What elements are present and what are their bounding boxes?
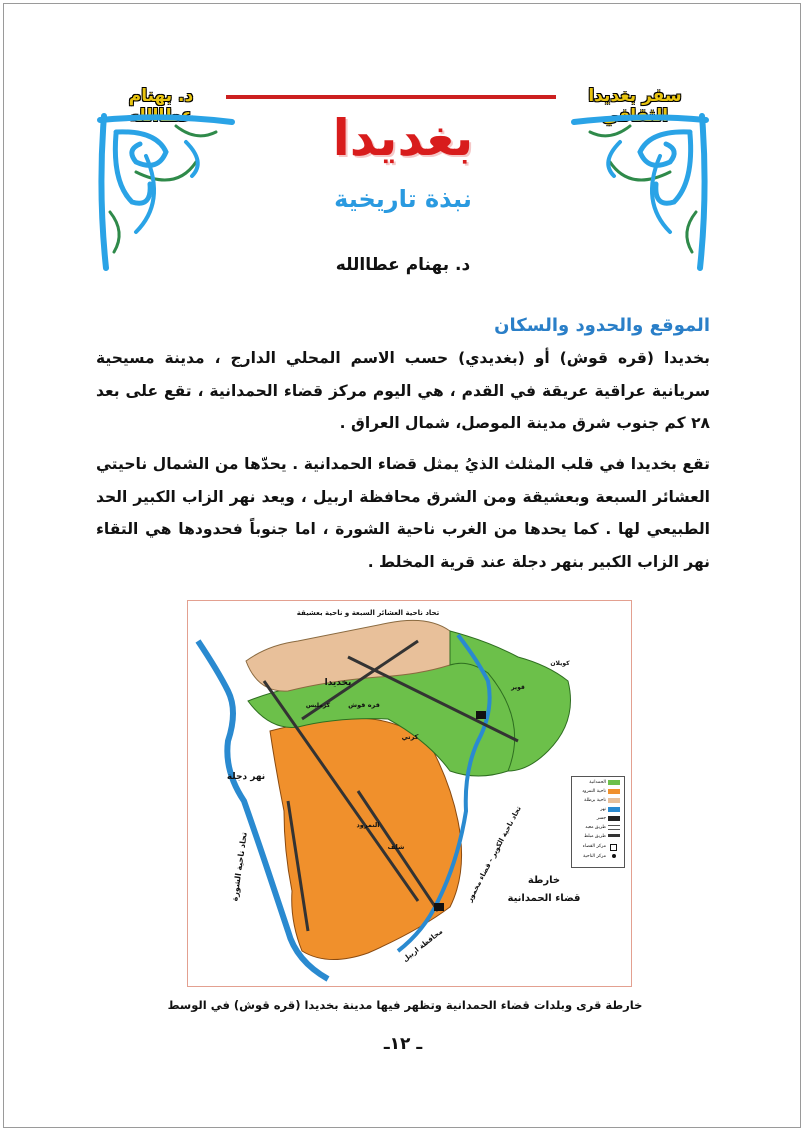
legend-label: نهر	[600, 807, 606, 812]
page-number: ـ ١٢ـ	[383, 1034, 423, 1054]
legend-label: ناحية برطلة	[584, 798, 606, 803]
map-kurti: كرتي	[401, 733, 419, 741]
header-series-title: سفر بغديدا الثقافي	[588, 86, 682, 126]
legend-item	[575, 797, 621, 805]
map-legend	[571, 776, 625, 868]
map-shalaf: شلف	[387, 843, 405, 851]
legend-item	[575, 788, 621, 796]
map-shura-label: تحاد ناحية الشورة	[230, 831, 249, 902]
map-kirmlis: كرمليس	[305, 702, 331, 709]
district-map	[188, 601, 631, 986]
page-subtitle: نبذة تاريخية	[334, 185, 472, 213]
legend-item	[575, 815, 621, 823]
legend-item	[575, 806, 621, 814]
map-figure	[187, 600, 632, 987]
legend-label: جسر	[596, 816, 606, 821]
map-zab-label: تحاد ناحية الكوير - قضاء مخمور	[465, 804, 523, 904]
bridge	[434, 903, 444, 911]
body-paragraph-1: بخديدا (قره قوش) أو (بغديدي) حسب الاسم المحلي الدارج ، مدينة مسيحية سريانية عراقية عريقة في القدم ، هي اليوم مركز قضاء الحمدانية ، تقع على بعد ٢٨ كم جنوب شرق مدينة الموصل، شمال العراق .	[96, 349, 710, 432]
legend-swatch	[608, 825, 620, 830]
legend-label: مركز الناحية	[583, 854, 606, 859]
map-nimrud: النمرود	[356, 821, 380, 829]
map-kawilan: كويلان	[550, 660, 570, 667]
map-center-label: بخديدا	[324, 678, 352, 688]
body-paragraph-2: تقع بخديدا في قلب المثلث الذيُ يمثل قضاء الحمدانية . يحدّها من الشمال ناحيتي العشائر السبعة وبعشيقة ومن الشرق محافظة اربيل ، ويعد نهر الزاب الكبير الحد الطبيعي لها . كما يحدها من الغرب ناحية الشورة ، اما جنوباً فحدودها هي التقاء نهر الزاب الكبير بنهر دجلة عند قرية المخلط .	[96, 455, 710, 571]
legend-label: طريق مبلط	[583, 834, 606, 839]
legend-item	[575, 843, 621, 851]
map-erbil-label: محافظة اربيل	[401, 927, 445, 964]
legend-item	[575, 833, 621, 841]
legend-label: مركز القضاء	[582, 844, 606, 849]
legend-swatch	[608, 807, 620, 812]
header-rule	[226, 95, 556, 99]
author-name: د. بهنام عطاالله	[335, 255, 471, 275]
map-quwair: قوير	[511, 684, 525, 691]
page-title: بغديدا	[332, 109, 474, 167]
nimrud-region	[270, 718, 462, 960]
map-title-line-2: قضاء الحمدانية	[507, 893, 581, 904]
legend-label: الحمدانية	[589, 780, 606, 785]
legend-label: طريق معبد	[585, 825, 606, 830]
legend-item	[575, 853, 621, 861]
map-top-label: تحاد ناحية العشائر السبعة و ناحية بعشيقة	[296, 609, 440, 617]
legend-item	[575, 779, 621, 787]
corner-ornament-right	[570, 112, 710, 272]
legend-label: ناحية النمرود	[582, 789, 606, 794]
legend-swatch	[612, 854, 616, 858]
map-center-sublabel: قره قوش	[348, 701, 380, 709]
figure-caption: خارطة قرى وبلدات قضاء الحمدانية وتظهر فيها مدينة بخديدا (قره قوش) في الوسط	[167, 998, 643, 1012]
legend-swatch	[608, 816, 620, 821]
legend-swatch	[608, 789, 620, 794]
header-author: د. بهنام عطاالله	[128, 86, 194, 126]
legend-swatch	[610, 844, 617, 851]
map-title-line-1: خارطة	[527, 875, 561, 886]
legend-item	[575, 824, 621, 832]
corner-ornament-left	[96, 112, 236, 272]
legend-swatch	[608, 834, 620, 837]
legend-swatch	[608, 798, 620, 803]
map-tigris-label: نهر دجلة	[226, 772, 266, 782]
bridge	[476, 711, 486, 719]
section-heading: الموقع والحدود والسكان	[494, 315, 710, 336]
legend-swatch	[608, 780, 620, 785]
